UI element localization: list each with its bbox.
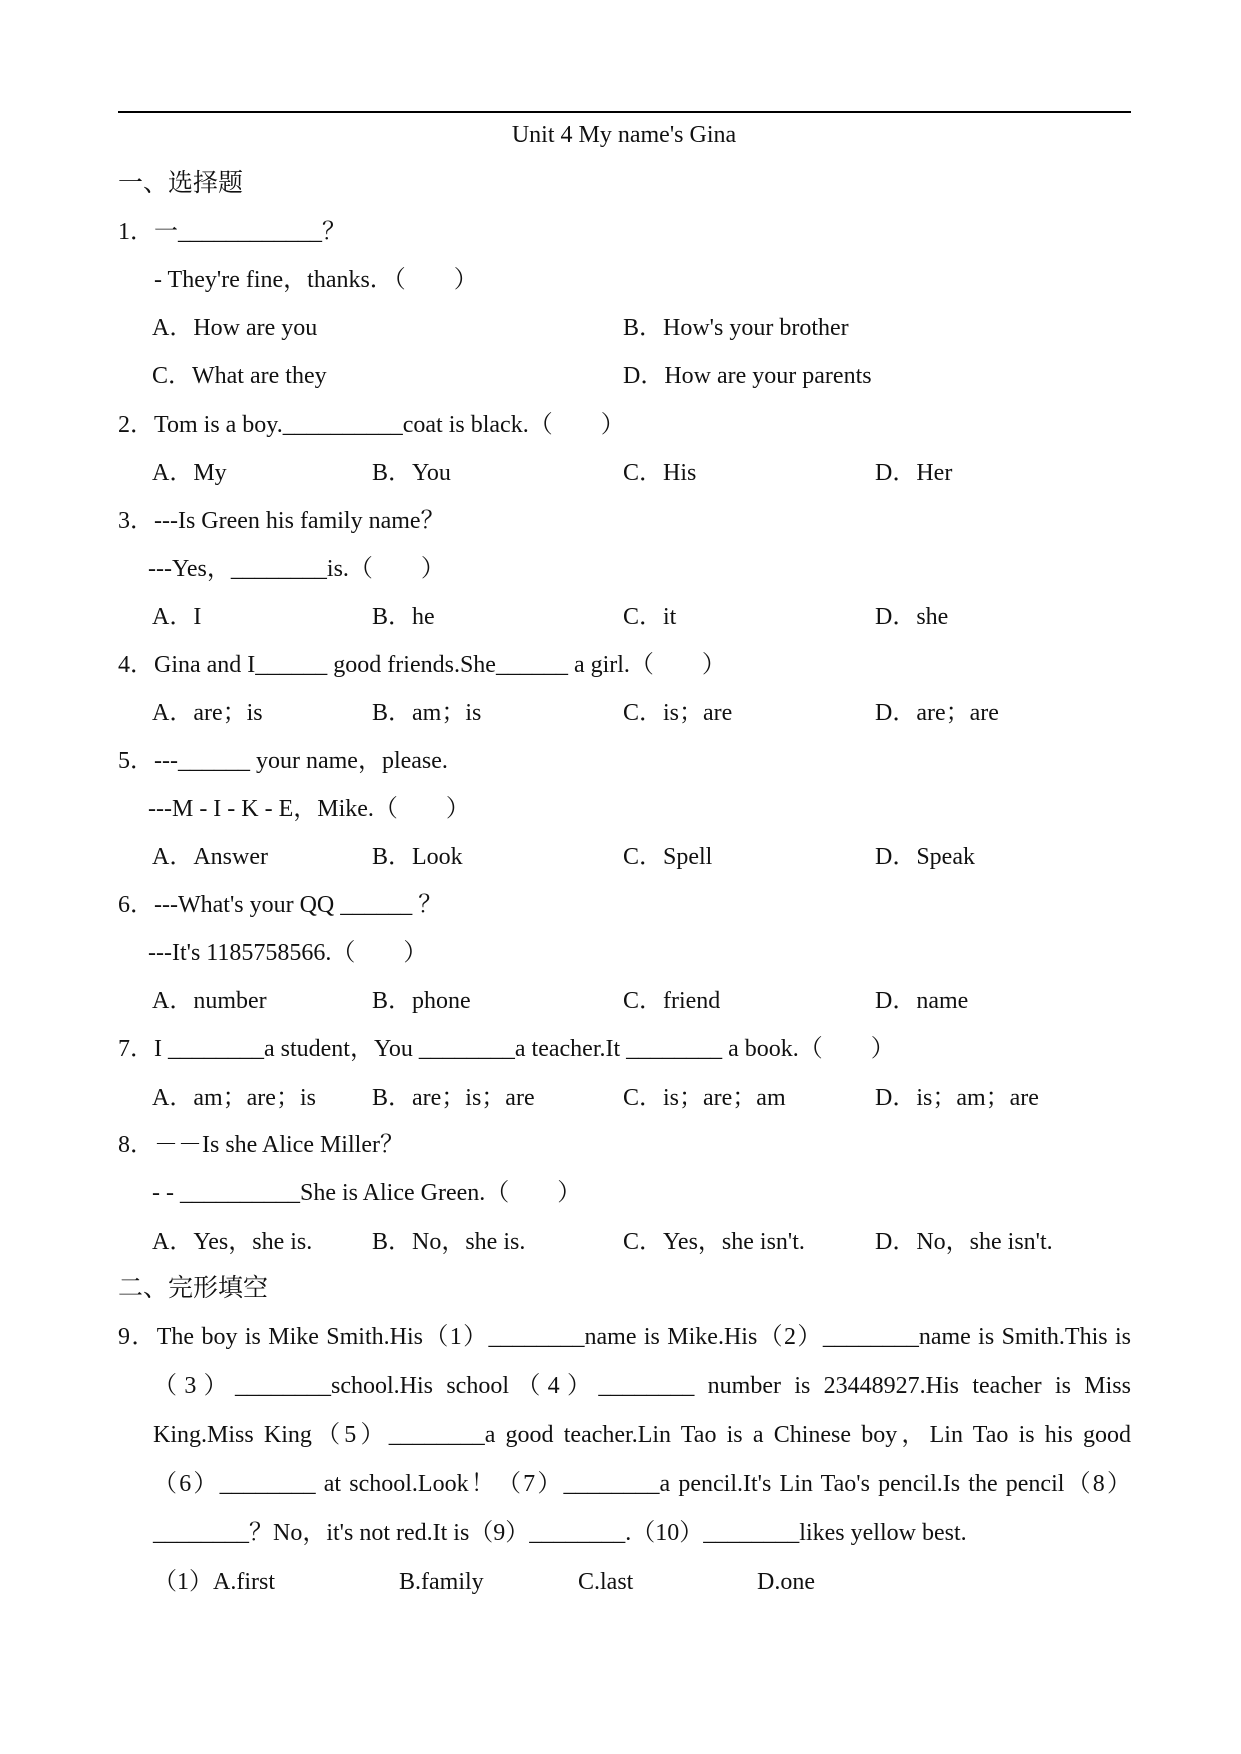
cloze-passage-line-1: 9．The boy is Mike Smith.His（1）________name is Mike.His（2）________name is Smith.This is (118, 1324, 1131, 1350)
question-8-stem: 8．－－Is she Alice Miller？ (118, 1132, 404, 1158)
question-8-option-d[interactable]: D．No，she isn't. (875, 1229, 1053, 1255)
cloze-blank-1-option-b[interactable]: B.family (399, 1569, 484, 1595)
question-4-option-a[interactable]: A．are；is (152, 700, 263, 726)
cloze-passage-line-5: ________？No，it's not red.It is（9）________.（10）________likes yellow best. (153, 1520, 967, 1546)
question-4-option-c[interactable]: C．is；are (623, 700, 733, 726)
question-5-stem: 5．---______ your name，please. (118, 748, 448, 774)
cloze-blank-1-option-d[interactable]: D.one (757, 1569, 815, 1595)
question-5-option-b[interactable]: B．Look (372, 844, 463, 870)
page-title: Unit 4 My name's Gina (511, 122, 737, 148)
question-2-option-a[interactable]: A．My (152, 460, 227, 486)
question-3-option-b[interactable]: B．he (372, 604, 435, 630)
question-6-option-c[interactable]: C．friend (623, 988, 721, 1014)
question-2-option-d[interactable]: D．Her (875, 460, 953, 486)
question-8-response: - - __________She is Alice Green.（ ） (152, 1180, 582, 1206)
cloze-blank-1-option-a[interactable]: （1）A.first (153, 1569, 275, 1595)
question-3-option-a[interactable]: A．I (152, 604, 202, 630)
question-3-stem: 3．---Is Green his family name？ (118, 508, 445, 534)
question-7-option-c[interactable]: C．is；are；am (623, 1085, 786, 1111)
question-6-stem: 6．---What's your QQ ______ ？ (118, 892, 443, 918)
question-5-option-d[interactable]: D．Speak (875, 844, 975, 870)
question-8-option-c[interactable]: C．Yes，she isn't. (623, 1229, 805, 1255)
question-1-option-c[interactable]: C．What are they (152, 363, 327, 389)
question-7-option-a[interactable]: A．am；are；is (152, 1085, 316, 1111)
question-3-option-c[interactable]: C．it (623, 604, 677, 630)
question-1-option-b[interactable]: B．How's your brother (623, 315, 849, 341)
question-4-option-b[interactable]: B．am；is (372, 700, 482, 726)
question-7-option-b[interactable]: B．are；is；are (372, 1085, 535, 1111)
question-2-option-b[interactable]: B．You (372, 460, 451, 486)
header-rule (118, 111, 1131, 113)
section-heading-choice: 一、选择题 (118, 170, 244, 197)
question-5-option-c[interactable]: C．Spell (623, 844, 713, 870)
question-6-response: ---It's 1185758566.（ ） (148, 940, 428, 966)
cloze-passage-line-3: King.Miss King（5）________a good teacher.Lin Tao is a Chinese boy，Lin Tao is his good (153, 1422, 1131, 1448)
question-8-option-a[interactable]: A．Yes，she is. (152, 1229, 313, 1255)
question-4-stem: 4．Gina and I______ good friends.She______ a girl.（ ） (118, 652, 726, 678)
question-6-option-b[interactable]: B．phone (372, 988, 471, 1014)
question-2-option-c[interactable]: C．His (623, 460, 697, 486)
cloze-passage-line-2: （3）________school.His school（4）________ number is 23448927.His teacher is Miss (153, 1373, 1131, 1399)
question-1-option-d[interactable]: D．How are your parents (623, 363, 872, 389)
question-4-option-d[interactable]: D．are；are (875, 700, 999, 726)
question-1-response: - They're fine，thanks．（ ） (154, 267, 478, 293)
question-1-stem: 1．一____________？ (118, 219, 346, 245)
question-6-option-a[interactable]: A．number (152, 988, 267, 1014)
question-3-response: ---Yes，________is.（ ） (148, 556, 445, 582)
question-7-option-d[interactable]: D．is；am；are (875, 1085, 1039, 1111)
question-3-option-d[interactable]: D．she (875, 604, 949, 630)
question-8-option-b[interactable]: B．No，she is. (372, 1229, 526, 1255)
cloze-passage-line-4: （6）________ at school.Look！（7）________a pencil.It's Lin Tao's pencil.Is the pencil（8） (153, 1471, 1131, 1497)
question-7-stem: 7．I ________a student，You ________a teacher.It ________ a book.（ ） (118, 1036, 895, 1062)
question-1-option-a[interactable]: A．How are you (152, 315, 318, 341)
question-6-option-d[interactable]: D．name (875, 988, 969, 1014)
question-5-response: ---M - I - K - E，Mike.（ ） (148, 796, 470, 822)
question-2-stem: 2．Tom is a boy.__________coat is black.（ ） (118, 412, 625, 438)
cloze-blank-1-option-c[interactable]: C.last (578, 1569, 634, 1595)
question-5-option-a[interactable]: A．Answer (152, 844, 268, 870)
section-heading-cloze: 二、完形填空 (118, 1275, 269, 1302)
